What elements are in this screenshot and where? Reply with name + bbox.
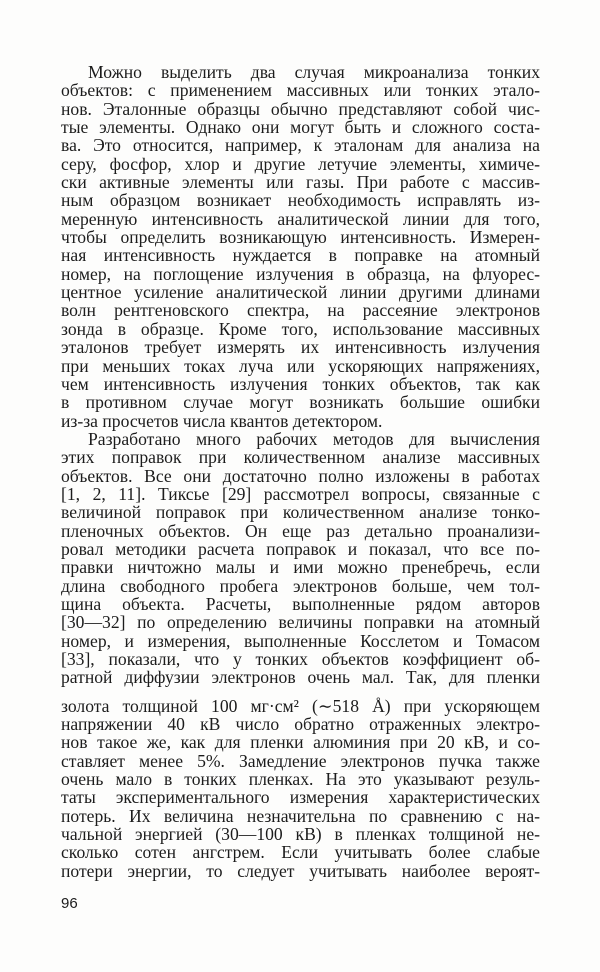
text-line: Разработано много рабочих методов для вычисления [88, 428, 540, 449]
text-line: волн рентгеновского спектра, на рассеяние электронов [61, 300, 540, 321]
text-line: тые элементы. Однако они могут быть и сложного соста- [61, 117, 540, 138]
text-line: пленочных объектов. Он еще раз детально проанализи- [61, 520, 540, 541]
text-line: ровал методики расчета поправок и показал, что все по- [61, 538, 540, 559]
text-line: нов такое же, как для пленки алюминия при 20 кВ, и со- [61, 732, 540, 753]
text-line: ставляет менее 5%. Замедление электронов пучка также [61, 750, 540, 771]
text-line: ва. Это относится, например, к эталонам для анализа на [61, 135, 540, 156]
text-line: [1, 2, 11]. Тиксье [29] рассмотрел вопросы, связанные с [61, 483, 540, 504]
text-line: щина объекта. Расчеты, выполненные рядом авторов [61, 593, 540, 614]
text-line: правки ничтожно малы и ими можно пренебречь, если [61, 557, 540, 578]
text-line: объектов: с применением массивных или тонких этало- [61, 80, 540, 101]
text-line: золота толщиной 100 мг·см² (∼518 Å) при ускоряющем [61, 695, 540, 716]
text-line: нов. Эталонные образцы обычно представляют собой чис- [61, 98, 540, 119]
text-line: потери энергии, то следует учитывать наиболее вероят- [61, 860, 540, 881]
text-line: [33], показали, что у тонких объектов коэффициент об- [61, 649, 540, 669]
text-line: при меньших токах луча или ускоряющих напряжениях, [61, 355, 540, 376]
text-line: чальной энергией (30—100 кВ) в пленках толщиной не- [61, 824, 540, 845]
text-line: чем интенсивность излучения тонких объектов, так как [61, 373, 540, 394]
text-line: меренную интенсивность аналитической линии для того, [61, 208, 540, 229]
text-block [61, 430, 540, 687]
text-line: таты экспериментального измерения характеристических [61, 787, 540, 808]
text-line: Можно выделить два случая микроанализа тонких [88, 62, 540, 82]
text-line: [30—32] по определению величины поправки на атомный [61, 612, 540, 633]
text-block [61, 63, 540, 430]
text-line: номер, на поглощение излучения в образца, на флуорес- [61, 263, 540, 284]
text-line: очень мало в тонких пленках. На это указывают резуль- [61, 769, 540, 790]
text-line: объектов. Все они достаточно полно изложены в работах [61, 465, 540, 486]
text-line: серу, фосфор, хлор и другие летучие элементы, химиче- [61, 153, 540, 174]
page-number: 96 [61, 895, 78, 912]
text-block [61, 697, 540, 880]
text-line: ным образцом возникает необходимость исправлять из- [61, 190, 540, 211]
text-line: чтобы определить возникающую интенсивность. Измерен- [61, 227, 540, 248]
text-line: зонда в образце. Кроме того, использование массивных [61, 318, 540, 339]
text-line: ная интенсивность нуждается в поправке на атомный [61, 245, 540, 266]
text-line: ратной диффузии электронов очень мал. Так, для пленки [61, 667, 540, 688]
text-line: номер, и измерения, выполненные Косслетом и Томасом [61, 630, 540, 651]
text-line: в противном случае могут возникать большие ошибки [61, 392, 540, 413]
text-line: потерь. Их величина незначительна по сравнению с на- [61, 805, 540, 826]
text-line: ски активные элементы или газы. При работе с массив- [61, 172, 540, 193]
text-line: эталонов требует измерять их интенсивность излучения [61, 337, 540, 358]
text-line: из-за просчетов числа квантов детектором. [61, 410, 383, 431]
text-line: напряжении 40 кВ число обратно отраженных электро- [61, 714, 540, 735]
text-line: величиной поправок при количественном анализе тонко- [61, 502, 540, 523]
text-line: длина свободного пробега электронов больше, чем тол- [61, 575, 540, 596]
text-line: сколько сотен ангстрем. Если учитывать более слабые [61, 842, 540, 863]
text-line: этих поправок при количественном анализе массивных [61, 447, 540, 468]
text-line: центное усиление аналитической линии другими длинами [61, 282, 540, 303]
page-body-text [61, 63, 540, 880]
